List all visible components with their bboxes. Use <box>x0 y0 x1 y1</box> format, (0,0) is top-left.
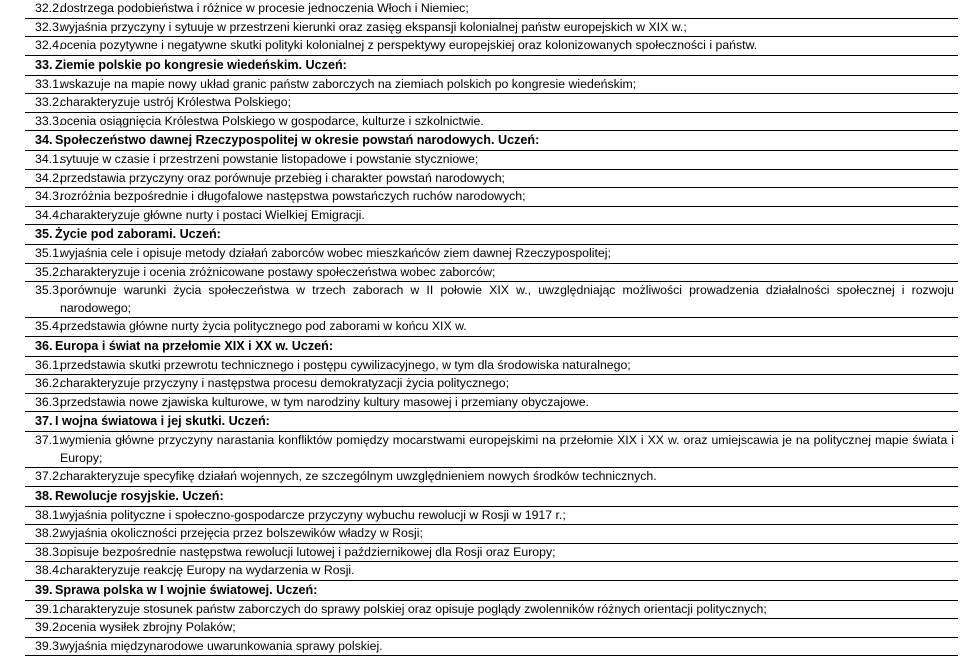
section-title: Społeczeństwo dawnej Rzeczypospolitej w okresie powstań narodowych. Uczeń: <box>55 131 539 150</box>
item-number: 34.4. <box>35 207 62 225</box>
item-number: 32.3. <box>35 19 62 37</box>
item-text: wyjaśnia międzynarodowe uwarunkowania sprawy polskiej. <box>60 638 954 656</box>
item-text: wskazuje na mapie nowy układ granic państw zaborczych na ziemiach polskich po kongresie wiedeńskim; <box>60 76 954 94</box>
item-text: ocenia osiągnięcia Królestwa Polskiego w gospodarce, kulturze i szkolnictwie. <box>60 113 954 131</box>
item-number: 34.2. <box>35 170 62 188</box>
list-item <box>25 318 958 337</box>
item-number: 39.3. <box>35 638 62 656</box>
item-number: 35.4. <box>35 318 62 336</box>
item-number: 36.3. <box>35 394 62 412</box>
list-item <box>25 113 958 132</box>
section-title: Życie pod zaborami. Uczeń: <box>55 225 221 244</box>
item-text: ocenia wysiłek zbrojny Polaków; <box>60 619 954 637</box>
list-item <box>25 76 958 95</box>
item-number: 38.4. <box>35 562 62 580</box>
item-number: 39.2. <box>35 619 62 637</box>
section-heading <box>25 131 958 151</box>
item-number: 38.2. <box>35 525 62 543</box>
list-item <box>25 468 958 487</box>
item-text: ocenia pozytywne i negatywne skutki polityki kolonialnej z perspektywy europejskiej oraz kolonizowanych społeczności i państw. <box>60 37 954 55</box>
list-item <box>25 432 958 468</box>
section-title: Ziemie polskie po kongresie wiedeńskim. Uczeń: <box>55 56 347 75</box>
item-number: 33.1. <box>35 76 62 94</box>
list-item <box>25 375 958 394</box>
item-number: 36.1. <box>35 357 62 375</box>
item-text: przedstawia przyczyny oraz porównuje przebieg i charakter powstań narodowych; <box>60 170 954 188</box>
item-text: charakteryzuje ustrój Królestwa Polskiego; <box>60 94 954 112</box>
item-text: wymienia główne przyczyny narastania konfliktów pomiędzy mocarstwami europejskimi na przełomie XIX i XX w. oraz umiejscawia je na politycznej mapie świata i Europy; <box>60 432 954 467</box>
item-text: charakteryzuje stosunek państw zaborczych do sprawy polskiej oraz opisuje poglądy zwolenników różnych orientacji politycznych; <box>60 601 954 619</box>
item-text: charakteryzuje reakcję Europy na wydarzenia w Rosji. <box>60 562 954 580</box>
section-heading <box>25 337 958 357</box>
curriculum-document <box>25 0 958 656</box>
item-number: 33.3. <box>35 113 62 131</box>
item-number: 35.2. <box>35 264 62 282</box>
item-text: wyjaśnia okoliczności przejęcia przez bolszewików władzy w Rosji; <box>60 525 954 543</box>
item-number: 37.1. <box>35 432 62 450</box>
section-number: 35. <box>35 225 53 244</box>
item-number: 36.2. <box>35 375 62 393</box>
list-item <box>25 394 958 413</box>
item-number: 35.3. <box>35 282 62 300</box>
section-number: 39. <box>35 581 53 600</box>
section-number: 36. <box>35 337 53 356</box>
list-item <box>25 188 958 207</box>
section-heading <box>25 225 958 245</box>
section-number: 33. <box>35 56 53 75</box>
item-text: charakteryzuje przyczyny i następstwa procesu demokratyzacji życia politycznego; <box>60 375 954 393</box>
item-number: 34.3. <box>35 188 62 206</box>
section-title: Europa i świat na przełomie XIX i XX w. Uczeń: <box>55 337 333 356</box>
item-text: charakteryzuje główne nurty i postaci Wielkiej Emigracji. <box>60 207 954 225</box>
item-number: 35.1. <box>35 245 62 263</box>
item-text: charakteryzuje i ocenia zróżnicowane postawy społeczeństwa wobec zaborców; <box>60 264 954 282</box>
item-text: wyjaśnia przyczyny i sytuuje w przestrzeni kierunki oraz zasięg ekspansji kolonialnej państw europejskich w XIX w.; <box>60 19 954 37</box>
list-item <box>25 207 958 226</box>
section-number: 37. <box>35 412 53 431</box>
item-text: opisuje bezpośrednie następstwa rewolucji lutowej i październikowej dla Rosji oraz Europy; <box>60 544 954 562</box>
list-item <box>25 619 958 638</box>
item-text: wyjaśnia cele i opisuje metody działań zaborców wobec mieszkańców ziem dawnej Rzeczypospolitej; <box>60 245 954 263</box>
list-item <box>25 357 958 376</box>
item-number: 33.2. <box>35 94 62 112</box>
item-text: sytuuje w czasie i przestrzeni powstanie listopadowe i powstanie styczniowe; <box>60 151 954 169</box>
item-number: 39.1. <box>35 601 62 619</box>
item-number: 32.4. <box>35 37 62 55</box>
list-item <box>25 94 958 113</box>
section-number: 34. <box>35 131 53 150</box>
list-item <box>25 507 958 526</box>
list-item <box>25 544 958 563</box>
item-text: przedstawia nowe zjawiska kulturowe, w tym narodziny kultury masowej i przemiany obyczajowe. <box>60 394 954 412</box>
section-title: Rewolucje rosyjskie. Uczeń: <box>55 487 224 506</box>
item-number: 34.1. <box>35 151 62 169</box>
list-item <box>25 245 958 264</box>
section-title: Sprawa polska w I wojnie światowej. Uczeń: <box>55 581 317 600</box>
item-text: porównuje warunki życia społeczeństwa w trzech zaborach w II połowie XIX w., uwzględniając możliwości prowadzenia działalności społecznej i rozwoju narodowego; <box>60 282 954 317</box>
list-item <box>25 525 958 544</box>
section-heading <box>25 581 958 601</box>
item-text: wyjaśnia polityczne i społeczno-gospodarcze przyczyny wybuchu rewolucji w Rosji w 1917 r.; <box>60 507 954 525</box>
item-number: 38.1. <box>35 507 62 525</box>
item-text: dostrzega podobieństwa i różnice w procesie jednoczenia Włoch i Niemiec; <box>60 0 954 18</box>
section-title: I wojna światowa i jej skutki. Uczeń: <box>55 412 270 431</box>
list-item <box>25 37 958 56</box>
item-text: przedstawia główne nurty życia politycznego pod zaborami w końcu XIX w. <box>60 318 954 336</box>
list-item <box>25 19 958 38</box>
item-number: 32.2. <box>35 0 62 18</box>
item-text: charakteryzuje specyfikę działań wojennych, ze szczególnym uwzględnieniem nowych środków technicznych. <box>60 468 954 486</box>
section-number: 38. <box>35 487 53 506</box>
section-heading <box>25 56 958 76</box>
list-item <box>25 151 958 170</box>
list-item <box>25 282 958 318</box>
list-item <box>25 170 958 189</box>
list-item <box>25 638 958 656</box>
list-item <box>25 0 958 19</box>
list-item <box>25 264 958 283</box>
item-text: rozróżnia bezpośrednie i długofalowe następstwa powstańczych ruchów narodowych; <box>60 188 954 206</box>
list-item <box>25 562 958 581</box>
item-number: 37.2. <box>35 468 62 486</box>
list-item <box>25 601 958 620</box>
section-heading <box>25 412 958 432</box>
item-number: 38.3. <box>35 544 62 562</box>
item-text: przedstawia skutki przewrotu technicznego i postępu cywilizacyjnego, w tym dla środowiska naturalnego; <box>60 357 954 375</box>
section-heading <box>25 487 958 507</box>
